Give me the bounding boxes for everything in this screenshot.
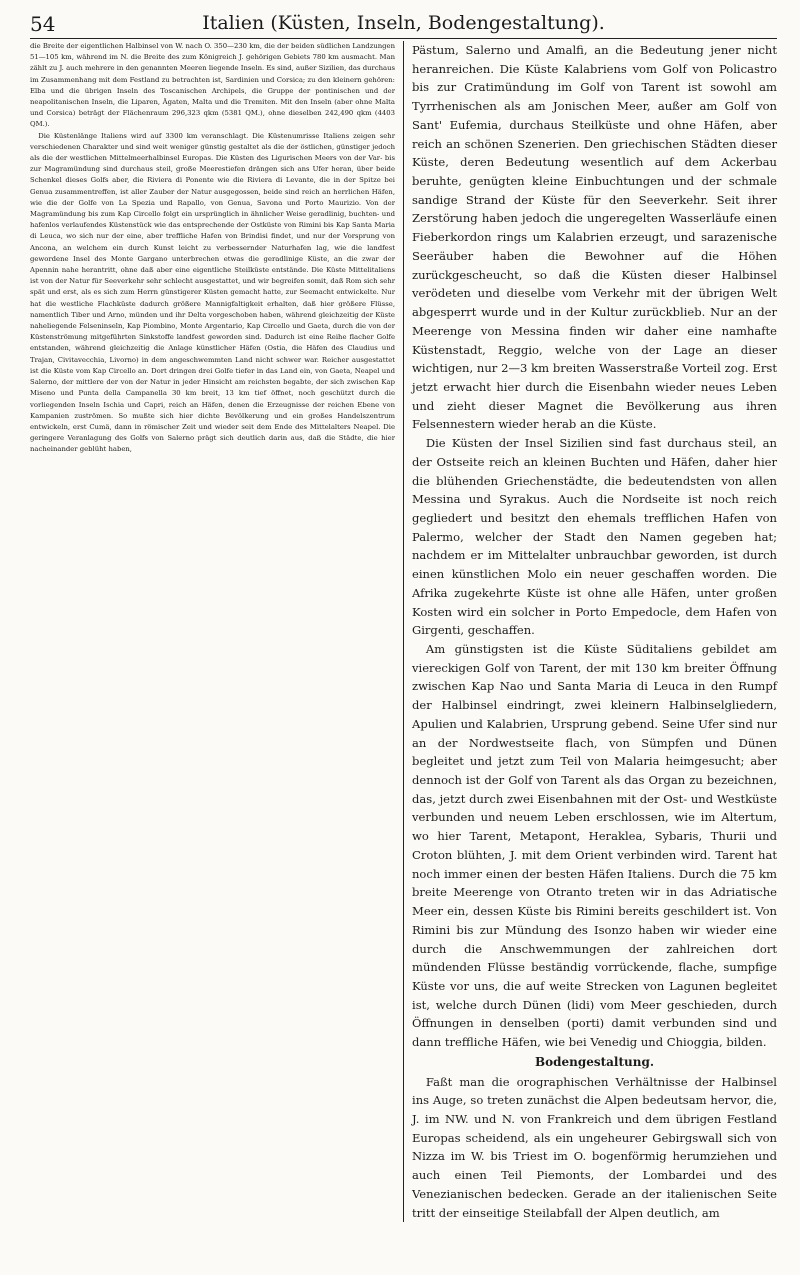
right-column [403, 41, 777, 1222]
paragraph: Die Küsten der Insel Sizilien sind fast durchaus steil, an der Ostseite reich an kleinen Buchten und Häfen, daher hier die blühenden Griechenstädte, die bedeutendsten von allen Messina und Syrakus. Auch die Nordseite ist noch reich gegliedert und besitzt den ehemals trefflichen Hafen von Palermo, welcher der Stadt den Namen gegeben hat; nachdem er im Mittelalter unbrauchbar geworden, ist durch einen künstlichen Molo ein neuer geschaffen worden. Die Afrika zugekehrte Küste ist ohne alle Häfen, unter großen Kosten wird ein solcher in Porto Empedocle, dem Hafen von Girgenti, geschaffen. [412, 436, 777, 638]
paragraph: Faßt man die orographischen Verhältnisse der Halbinsel ins Auge, so treten zunächst die Alpen bedeutsam hervor, die, J. im NW. und N. von Frankreich und dem übrigen Festland Europas scheidend, als ein ungeheurer Gebirgswall sich von Nizza im W. bis Triest im O. bogenförmig herumziehen und auch einen Teil Piemonts, der Lombardei und des Venezianischen bedecken. Gerade an der italienischen Seite tritt der einseitige Steilabfall der Alpen deutlich, am [412, 1074, 777, 1220]
paragraph: Am günstigsten ist die Küste Süditaliens gebildet am viereckigen Golf von Tarent, der mit 130 km breiter Öffnung zwischen Kap Nao und Santa Maria di Leuca in den Rumpf der Halbinsel eindringt, zwei kleinern Halbinselgliedern, Apulien und Kalabrien, Ursprung gebend. Seine Ufer sind nur an der Nordwestseite flach, von Sümpfen und Dünen begleitet und jetzt zum Teil von Malaria heimgesucht; aber dennoch ist der Golf von Tarent als das Organ zu bezeichnen, das, jetzt durch zwei Eisenbahnen mit der Ost- und Westküste verbunden und neuem Leben erschlossen, wie im Altertum, wo hier Tarent, Metapont, Heraklea, Sybaris, Thurii und Croton blühten, J. mit dem Orient verbinden wird. Tarent hat noch immer einen der besten Häfen Italiens. Durch die 75 km breite Meerenge von Otranto treten wir in das Adriatische Meer ein, dessen Küste bis Rimini bereits geschildert ist. Von Rimini bis zur Mündung des Isonzo haben wir wieder eine durch die Anschwemmungen der zahlreichen dort mündenden Flüsse beständig vorrückende, flache, sumpfige Küste vor uns, die auf weite Strecken von Lagunen begleitet ist, welche durch Dünen (lidi) vom Meer geschieden, durch Öffnungen in denselben (porti) damit verbunden sind und dann treffliche Häfen, wie bei Venedig und Chioggia, bilden. [412, 642, 777, 1050]
text-columns [30, 41, 777, 1222]
page-header [30, 8, 777, 39]
left-column [30, 41, 403, 1222]
page-number: 54 [30, 12, 56, 36]
paragraph: Die Küstenlänge Italiens wird auf 3300 km veranschlagt. Die Küstenumrisse Italiens zeigen sehr verschiedenen Charakter und sind weit weniger günstig gestaltet als die der östlichen, günstiger jedoch als die der westlichen Mittelmeerhalbinsel Europas. Die Küsten des Ligurischen Meers von der Var- bis zur Magramündung sind durchaus steil, große Meerestiefen drängen sich ans Ufer heran, über beide Schenkel dieses Golfs aber, die Riviera di Ponente wie die Riviera di Levante, die in der Spitze bei Genua zusammentreffen, ist aller Zauber der Natur ausgegossen, beide sind reich an herrlichen Häfen, wie die der Golfe von La Spezia und Rapallo, von Genua, Savona und Porto Maurizio. Von der Magramündung bis zum Kap Circello folgt ein ursprünglich in ähnlicher Weise geradlinig, buchten- und hafenlos verlaufendes Küstenstück wie das entsprechende der Ostküste von Rimini bis Kap Santa Maria di Leuca, wo sich nur der eine, aber treffliche Hafen von Brindisi findet, und nur der Vorsprung von Ancona, an welchem ein durch Kunst leicht zu verbessernder Naturhafen lag, wie die landfest gewordene Insel des Monte Gargano unterbrechen etwas die geradlinige Küste, an die zwar der Apennin nahe herantritt, ohne daß aber eine eigentliche Steilküste entstände. Die Küste Mittelitaliens ist von der Natur für Seeverkehr sehr schlecht ausgestattet, und wir begreifen somit, daß Rom sich sehr spät und erst, als es sich zum Herrn günstigerer Küsten gemacht hatte, zur Seemacht entwickelte. Nur hat die westliche Flachküste dadurch größere Mannigfaltigkeit erhalten, daß hier größere Flüsse, namentlich Tiber und Arno, münden und ihr Delta vorgeschoben haben, während gleichzeitig der Küste naheliegende Felseninseln, Kap Piombino, Monte Argentario, Kap Circello und Gaeta, durch die von der Küstenströmung mitgeführten Sinkstoffe landfest geworden sind. Dadurch ist eine Reihe flacher Golfe entstanden, während gleichzeitig die Anlage künstlicher Häfen (Ostia, die Häfen des Claudius und Trajan, Civitavecchia, Livorno) in dem angeschwemmten Land nicht schwer war. Reicher ausgestattet ist die Küste vom Kap Circello an. Dort dringen drei Golfe tiefer in das Land ein, von Gaeta, Neapel und Salerno, der mittlere der von der Natur in jeder Hinsicht am reichsten begabte, der sich zwischen Kap Miseno und Punta della Campanella 30 km breit, 13 km tief öffnet, noch geschützt durch die vorliegenden Inseln Ischia und Capri, reich an Häfen, denen die Erzeugnisse der reichen Ebene von Kampanien zuströmen. So mußte sich hier dichte Bevölkerung und ein großes Handelszentrum entwickeln, erst Cumä, dann in römischer Zeit und wieder seit dem Ende des Mittelalters Neapel. Die geringere Veranlagung des Golfs von Salerno prägt sich deutlich darin aus, daß die Städte, die hier nacheinander geblüht haben, [30, 131, 395, 454]
section-heading: Bodengestaltung. [534, 1054, 655, 1069]
paragraph: die Breite der eigentlichen Halbinsel von W. nach O. 350—230 km, die der beiden südlichen Landzungen 51—105 km, während im N. die Breite des zum Königreich J. gehörigen Gebiets 780 km ausmacht. Man zählt zu J. auch mehrere in den genannten Meeren liegende Inseln. Es sind, außer Sizilien, das durchaus im Zusammenhang mit dem Festland zu betrachten ist, Sardinien und Corsica; zu den kleinern gehören: Elba und die übrigen Inseln des Toscanischen Archipels, die Gruppe der pontinischen und der neapolitanischen Inseln, die Liparen, Ägaten, Malta und die Tremiten. Mit den Inseln (aber ohne Malta und Corsica) beträgt der Flächenraum 296,323 qkm (5381 QM.), ohne dieselben 242,490 qkm (4403 QM.). [30, 42, 395, 129]
paragraph: Pästum, Salerno und Amalfi, an die Bedeutung jener nicht heranreichen. Die Küste Kalabriens vom Golf von Policastro bis zur Cratimündung im Golf von Tarent ist sowohl am Tyrrhenischen als am Jonischen Meer, außer am Golf von Sant' Eufemia, durchaus Steilküste und ohne Häfen, aber reich an schönen Szenerien. Den griechischen Städten dieser Küste, deren Bedeutung wesentlich auf dem Ackerbau beruhte, genügten kleine Einbuchtungen und der schmale sandige Strand der Küste für den Seeverkehr. Seit ihrer Zerstörung haben jedoch die ungeregelten Wasserläufe einen Fieberkordon rings um Kalabrien erzeugt, und sarazenische Seeräuber haben die Bewohner auf die Höhen zurückgescheucht, so daß die Küsten dieser Halbinsel verödeten und dieselbe vom Verkehr mit der übrigen Welt abgesperrt wurde und in der Kultur zurückblieb. Nur an der Meerenge von Messina finden wir daher eine namhafte Küstenstadt, Reggio, welche von der Lage an dieser wichtigen, nur 2—3 km breiten Wasserstraße Vorteil zog. Erst jetzt erwacht hier durch die Eisenbahn wieder neues Leben und zieht dieser Magnet die Bevölkerung aus ihren Felsennestern wieder herab an die Küste. [412, 43, 777, 432]
running-title: Italien (Küsten, Inseln, Bodengestaltung). [202, 12, 605, 34]
